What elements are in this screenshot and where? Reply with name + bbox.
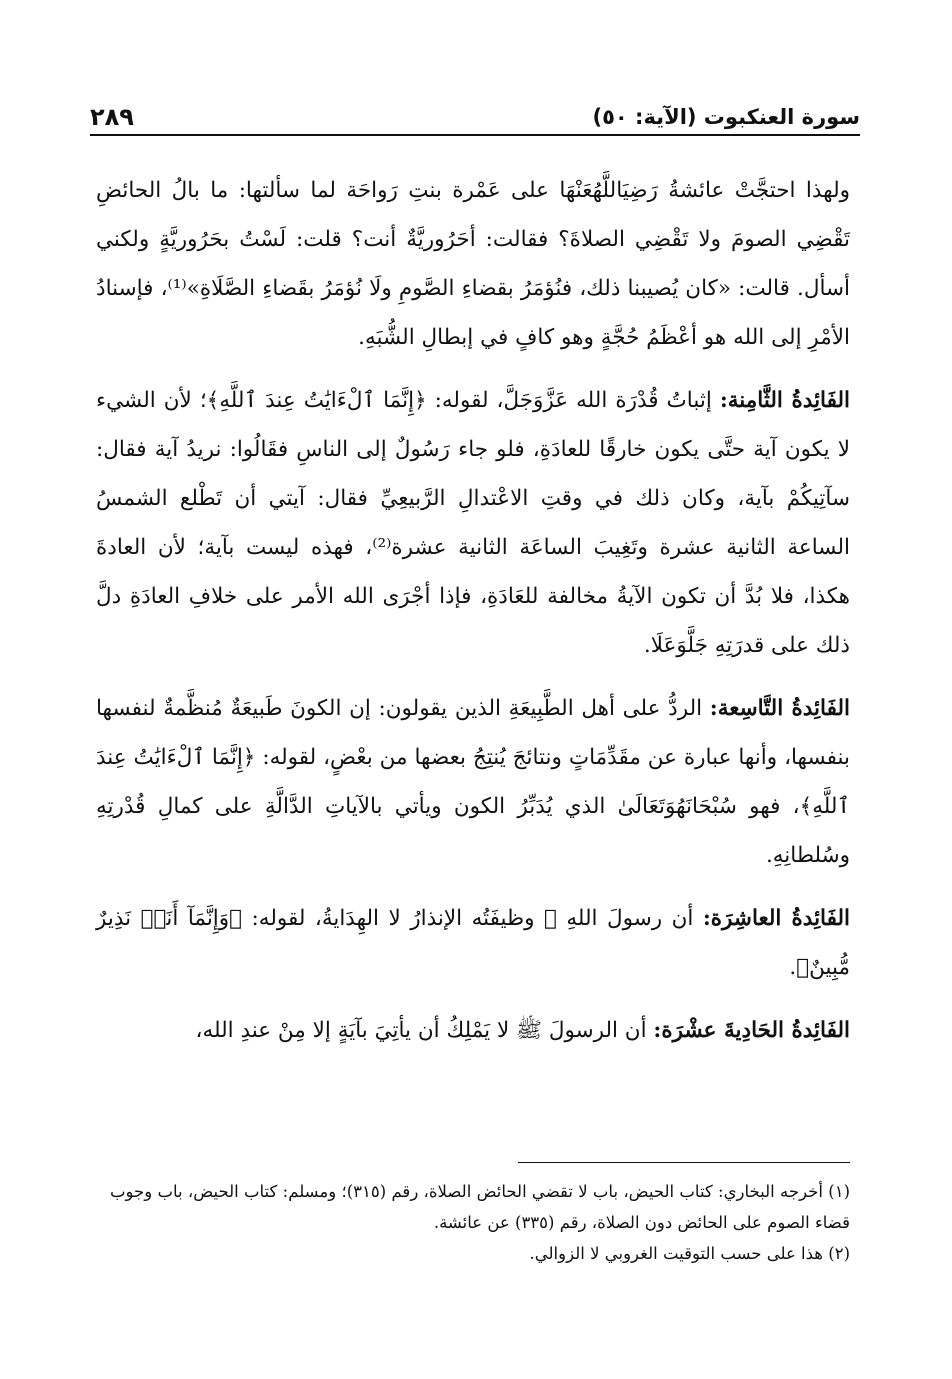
surah-title: سورة العنكبوت (الآية: ٥٠): [592, 105, 860, 129]
paragraph-text: ولهذا احتجَّتْ عائشةُ رَضِيَاللَّهُعَنْهَا على عَمْرة بنتِ رَواحَة لما سألتها: ما بالُ الحائضِ تَقْضِي الصومَ ولا تَقْضِي الصلاةَ؟ فقالت: أحَرُوريَّةٌ أنت؟ قلت: لَسْتُ بحَرُوريَّةٍ ولكني أسأل. قالت: «كان يُصيبنا ذلك، فنُؤمَرُ بقضاءِ الصَّومِ ولَا نُؤمَرُ بقَضاءِ الصَّلَاةِ»⁽¹⁾، فإسنادُ الأمْرِ إلى الله هو أعْظَمُ حُجَّةٍ وهو كافٍ في إبطالِ الشُّبَهِ.: [96, 178, 850, 350]
paragraph-heading: الفَائِدةُ الثَّامِنة:: [719, 388, 850, 413]
paragraph-intro: [96, 166, 850, 362]
paragraph-heading: الفَائِدةُ الحَادِيةَ عشْرَة:: [653, 1018, 850, 1043]
paragraph-benefit-8: [96, 376, 850, 670]
paragraph-heading: الفَائِدةُ التَّاسِعة:: [709, 696, 850, 721]
footnote-1: (١) أخرجه البخاري: كتاب الحيض، باب لا تقضي الحائض الصلاة، رقم (٣١٥)؛ ومسلم: كتاب الحيض، باب وجوب قضاء الصوم على الحائض دون الصلاة، رقم (٣٣٥) عن عائشة.: [110, 1182, 850, 1232]
paragraph-text: أن رسولَ اللهِ ﷺ وظيفَتُه الإنذارُ لا الهِدَايةُ، لقوله: ﴿وَإِنَّمَآ أَنَا۠ نَذِيرٌ مُّبِينٌ﴾.: [96, 906, 850, 980]
paragraph-text: أن الرسولَ ﷺ لا يَمْلِكُ أن يأتِيَ بآيَةٍ إلا مِنْ عندِ الله،: [195, 1018, 654, 1043]
main-text: [96, 166, 850, 1069]
paragraph-benefit-9: [96, 684, 850, 880]
paragraph-text: الردُّ على أهل الطَّبِيعَةِ الذين يقولون: إن الكونَ طَبيعَةٌ مُنظَّمةٌ لنفسها بنفسها، وأنها عبارة عن مقَدِّمَاتٍ ونتائجَ يُنتِجُ بعضها من بعْضٍ، لقوله: ﴿إِنَّمَا ٱلْءَايَٰتُ عِندَ ٱللَّهِ﴾، فهو سُبْحَانَهُوَتَعَالَىٰ الذي يُدَبِّرُ الكون ويأتي بالآياتِ الدَّالَّةِ على كمالِ قُدْرتِهِ وسُلطانِهِ.: [96, 696, 850, 868]
page-number: ٢٨٩: [90, 103, 134, 131]
paragraph-heading: الفَائِدةُ العاشِرَة:: [702, 906, 851, 931]
header-rule: [90, 134, 860, 136]
footnote-2: (٢) هذا على حسب التوقيت الغروبي لا الزوالي.: [529, 1244, 850, 1263]
footnotes: [110, 1176, 850, 1269]
paragraph-benefit-11: [96, 1006, 850, 1055]
running-header: [90, 96, 860, 130]
footnote-separator: [518, 1162, 850, 1163]
paragraph-text: إثباتُ قُدْرَة الله عَزَّوَجَلَّ، لقوله: ﴿إِنَّمَا ٱلْءَايَٰتُ عِندَ ٱللَّهِ﴾؛ لأن الشيء لا يكون آية حتَّى يكون خارقًا للعادَةِ، فلو جاء رَسُولٌ إلى الناسِ فقَالُوا: نريدُ آية فقال: سآتِيكُمْ بآية، وكان ذلك في وقتِ الاعْتدالِ الرَّبيعِيِّ فقال: آيتي أن تَطْلع الشمسُ الساعة الثانية عشرة وتَغِيبَ الساعَة الثانية عشرة⁽²⁾، فهذه ليست بآية؛ لأن العادةَ هكذا، فلا بُدَّ أن تكون الآيةُ مخالفة للعَادَةِ، فإذا أجْرَى الله الأمر على خلافِ العادَةِ دلَّ ذلك على قدرَتِهِ جَلَّوَعَلَا.: [96, 388, 850, 658]
paragraph-benefit-10: [96, 894, 850, 992]
